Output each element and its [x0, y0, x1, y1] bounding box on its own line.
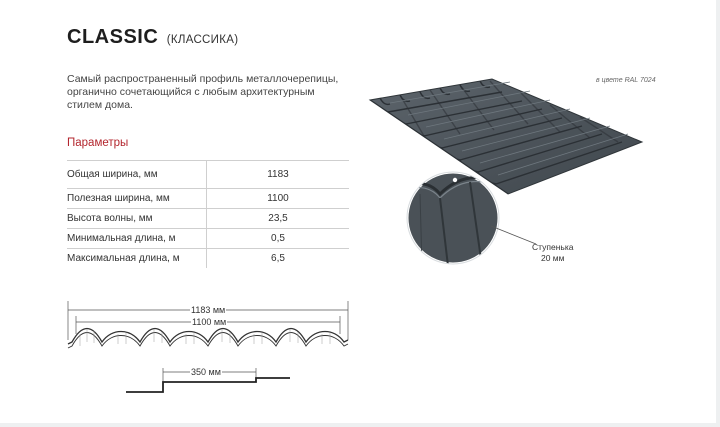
param-label: Минимальная длина, м [67, 229, 207, 249]
step-label: Ступенька [532, 242, 574, 252]
sheet-surface [370, 79, 642, 194]
param-value: 23,5 [207, 209, 350, 229]
param-value: 6,5 [207, 249, 350, 269]
table-row [67, 229, 349, 249]
step-callout [532, 242, 573, 264]
product-subtitle: (КЛАССИКА) [166, 34, 239, 46]
wave-profile [68, 329, 348, 345]
product-description [67, 73, 357, 112]
param-value: 1183 [207, 161, 350, 189]
params-table [67, 160, 349, 268]
param-label: Полезная ширина, мм [67, 189, 207, 209]
step-length-label: 350 мм [191, 367, 221, 377]
step-profile-line [126, 378, 290, 392]
description-line: органично сочетающийся с любым архитектурным [67, 86, 315, 98]
param-label: Высота волны, мм [67, 209, 207, 229]
useful-width-label: 1100 мм [192, 317, 227, 327]
product-name: CLASSIC [67, 26, 159, 48]
step-size: 20 мм [540, 253, 565, 263]
metal-tile-illustration [360, 76, 660, 276]
description-line: Самый распространенный профиль металлочерепицы, [67, 73, 339, 85]
step-marker [453, 178, 457, 182]
step-profile-drawing [120, 360, 300, 400]
param-value: 1100 [207, 189, 350, 209]
step-leader-line [491, 226, 536, 244]
table-row [67, 209, 349, 229]
table-row [67, 249, 349, 269]
total-width-label: 1183 мм [191, 305, 226, 315]
param-value: 0,5 [207, 229, 350, 249]
color-caption: в цвете RAL 7024 [596, 77, 656, 84]
product-title [67, 26, 238, 49]
params-heading: Параметры [67, 137, 129, 149]
table-row [67, 189, 349, 209]
description-line: стилем дома. [67, 99, 133, 111]
param-label: Общая ширина, мм [67, 161, 207, 189]
table-row [67, 161, 349, 189]
param-label: Максимальная длина, м [67, 249, 207, 269]
